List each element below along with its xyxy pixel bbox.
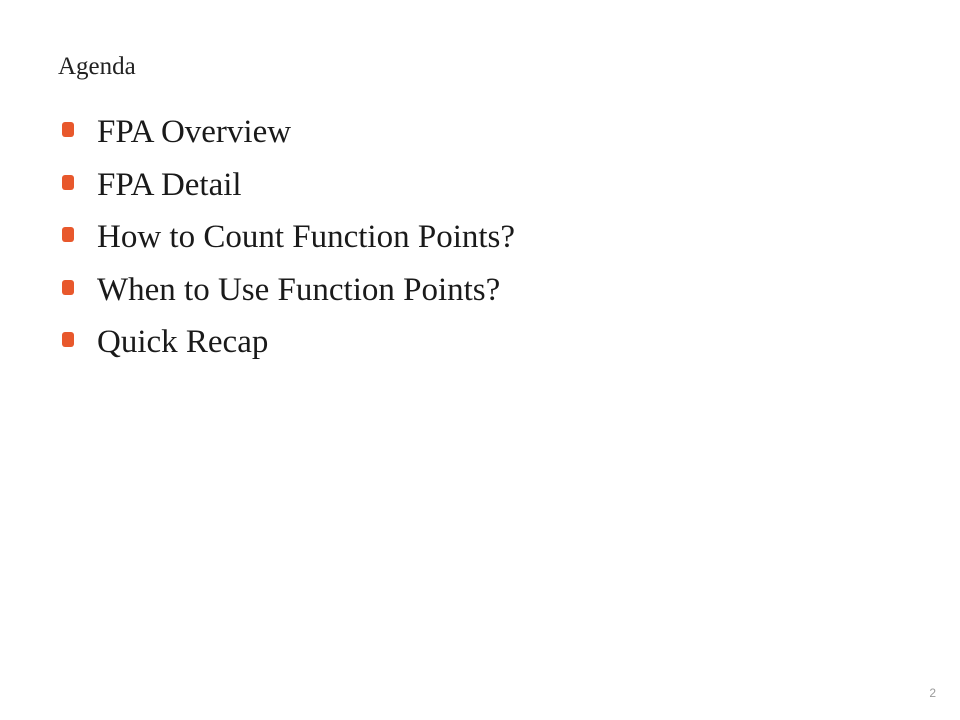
- bullet-icon: [62, 227, 74, 242]
- agenda-item: [62, 165, 515, 218]
- slide-title: Agenda: [58, 53, 136, 80]
- agenda-item-label: Quick Recap: [97, 324, 269, 360]
- agenda-item: [62, 322, 515, 375]
- agenda-item: [62, 270, 515, 323]
- bullet-icon: [62, 122, 74, 137]
- bullet-icon: [62, 332, 74, 347]
- bullet-icon: [62, 280, 74, 295]
- agenda-item-label: How to Count Function Points?: [97, 219, 516, 255]
- agenda-item: [62, 217, 515, 270]
- agenda-item-label: FPA Overview: [97, 114, 292, 150]
- agenda-item: [62, 112, 515, 165]
- agenda-list: [62, 112, 515, 375]
- bullet-icon: [62, 175, 74, 190]
- page-number: 2: [929, 686, 936, 700]
- agenda-item-label: When to Use Function Points?: [97, 271, 501, 308]
- agenda-item-label: FPA Detail: [97, 166, 242, 203]
